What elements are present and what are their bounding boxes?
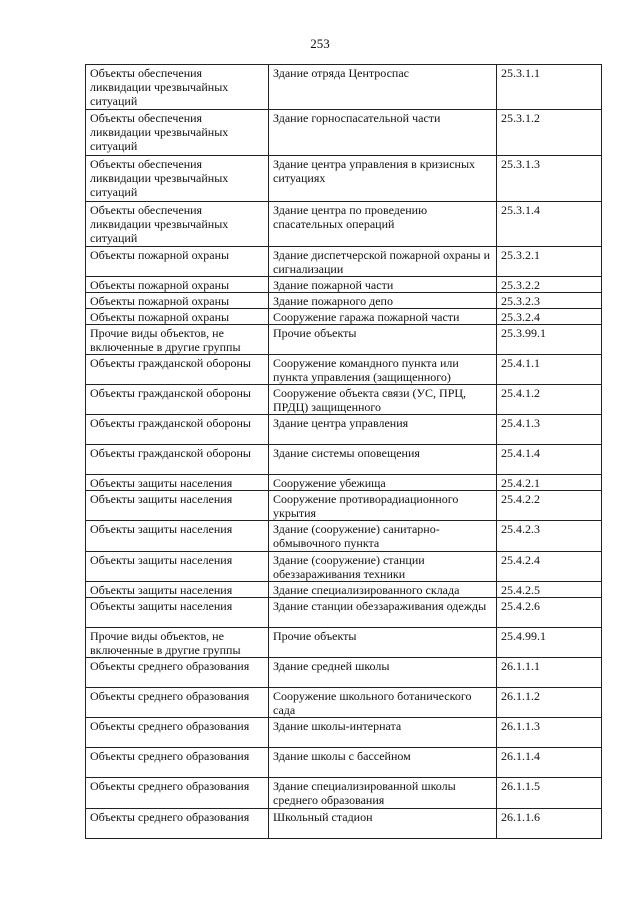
object-name-cell: Сооружение убежища <box>269 475 497 491</box>
object-category-cell: Объекты защиты населения <box>86 582 269 598</box>
object-name-cell: Прочие объекты <box>269 628 497 658</box>
object-name-cell: Сооружение школьного ботанического сада <box>269 688 497 718</box>
object-code-cell: 25.3.2.1 <box>497 247 602 277</box>
object-category-cell: Объекты среднего образования <box>86 718 269 748</box>
object-category-cell: Объекты обеспечения ликвидации чрезвычайных ситуаций <box>86 65 269 110</box>
object-category-cell: Объекты обеспечения ликвидации чрезвычайных ситуаций <box>86 202 269 247</box>
object-category-cell: Объекты среднего образования <box>86 688 269 718</box>
table-row <box>86 521 602 552</box>
object-category-cell: Объекты защиты населения <box>86 552 269 582</box>
table-row <box>86 598 602 628</box>
object-name-cell: Здание отряда Центроспас <box>269 65 497 110</box>
table-row <box>86 688 602 718</box>
table-row <box>86 293 602 309</box>
table-row <box>86 475 602 491</box>
object-category-cell: Объекты защиты населения <box>86 521 269 552</box>
object-category-cell: Объекты защиты населения <box>86 475 269 491</box>
object-code-cell: 25.3.2.3 <box>497 293 602 309</box>
table-row <box>86 658 602 688</box>
object-name-cell: Здание центра управления в кризисных ситуациях <box>269 156 497 202</box>
table-row <box>86 415 602 445</box>
object-code-cell: 25.4.2.5 <box>497 582 602 598</box>
object-name-cell: Сооружение противорадиационного укрытия <box>269 491 497 521</box>
table-row <box>86 65 602 110</box>
object-name-cell: Сооружение командного пункта или пункта управления (защищенного) <box>269 355 497 385</box>
object-code-cell: 25.3.1.4 <box>497 202 602 247</box>
object-name-cell: Здание станции обеззараживания одежды <box>269 598 497 628</box>
object-category-cell: Объекты среднего образования <box>86 658 269 688</box>
table-row <box>86 309 602 325</box>
object-code-cell: 25.4.2.4 <box>497 552 602 582</box>
object-classification-table <box>85 64 602 839</box>
object-name-cell: Сооружение гаража пожарной части <box>269 309 497 325</box>
object-code-cell: 26.1.1.5 <box>497 778 602 809</box>
object-category-cell: Объекты пожарной охраны <box>86 309 269 325</box>
table-row <box>86 277 602 293</box>
object-name-cell: Здание (сооружение) станции обеззараживания техники <box>269 552 497 582</box>
object-code-cell: 25.4.2.1 <box>497 475 602 491</box>
object-code-cell: 25.4.2.6 <box>497 598 602 628</box>
object-code-cell: 25.4.1.2 <box>497 385 602 415</box>
table-row <box>86 628 602 658</box>
object-name-cell: Сооружение объекта связи (УС, ПРЦ, ПРДЦ) защищенного <box>269 385 497 415</box>
object-code-cell: 25.3.99.1 <box>497 325 602 355</box>
object-code-cell: 25.3.1.1 <box>497 65 602 110</box>
object-code-cell: 25.4.99.1 <box>497 628 602 658</box>
table-row <box>86 110 602 156</box>
object-code-cell: 26.1.1.1 <box>497 658 602 688</box>
table-row <box>86 247 602 277</box>
object-code-cell: 26.1.1.2 <box>497 688 602 718</box>
object-category-cell: Объекты гражданской обороны <box>86 385 269 415</box>
object-code-cell: 25.4.2.2 <box>497 491 602 521</box>
object-name-cell: Здание пожарного депо <box>269 293 497 309</box>
object-name-cell: Школьный стадион <box>269 809 497 839</box>
object-code-cell: 25.4.1.4 <box>497 445 602 475</box>
object-category-cell: Объекты пожарной охраны <box>86 293 269 309</box>
object-name-cell: Здание центра по проведению спасательных операций <box>269 202 497 247</box>
object-code-cell: 26.1.1.6 <box>497 809 602 839</box>
object-name-cell: Здание специализированной школы среднего образования <box>269 778 497 809</box>
object-category-cell: Объекты гражданской обороны <box>86 355 269 385</box>
table-row <box>86 491 602 521</box>
object-category-cell: Объекты пожарной охраны <box>86 247 269 277</box>
object-code-cell: 26.1.1.3 <box>497 718 602 748</box>
object-name-cell: Прочие объекты <box>269 325 497 355</box>
table-row <box>86 778 602 809</box>
object-code-cell: 25.3.1.2 <box>497 110 602 156</box>
object-name-cell: Здание школы с бассейном <box>269 748 497 778</box>
object-category-cell: Объекты обеспечения ликвидации чрезвычайных ситуаций <box>86 156 269 202</box>
object-category-cell: Объекты среднего образования <box>86 748 269 778</box>
table-row <box>86 552 602 582</box>
object-category-cell: Прочие виды объектов, не включенные в другие группы <box>86 325 269 355</box>
object-code-cell: 26.1.1.4 <box>497 748 602 778</box>
object-code-cell: 25.3.1.3 <box>497 156 602 202</box>
page-number: 253 <box>310 36 330 51</box>
object-category-cell: Прочие виды объектов, не включенные в другие группы <box>86 628 269 658</box>
object-category-cell: Объекты защиты населения <box>86 491 269 521</box>
object-name-cell: Здание школы-интерната <box>269 718 497 748</box>
object-category-cell: Объекты гражданской обороны <box>86 415 269 445</box>
object-name-cell: Здание (сооружение) санитарно-обмывочного пункта <box>269 521 497 552</box>
table-row <box>86 445 602 475</box>
object-category-cell: Объекты среднего образования <box>86 778 269 809</box>
object-category-cell: Объекты среднего образования <box>86 809 269 839</box>
object-name-cell: Здание горноспасательной части <box>269 110 497 156</box>
table-row <box>86 156 602 202</box>
object-category-cell: Объекты пожарной охраны <box>86 277 269 293</box>
object-category-cell: Объекты защиты населения <box>86 598 269 628</box>
object-code-cell: 25.4.1.3 <box>497 415 602 445</box>
table-row <box>86 582 602 598</box>
object-code-cell: 25.3.2.2 <box>497 277 602 293</box>
table-row <box>86 325 602 355</box>
object-code-cell: 25.4.2.3 <box>497 521 602 552</box>
table-row <box>86 748 602 778</box>
object-category-cell: Объекты гражданской обороны <box>86 445 269 475</box>
object-name-cell: Здание диспетчерской пожарной охраны и сигнализации <box>269 247 497 277</box>
table-row <box>86 718 602 748</box>
object-name-cell: Здание центра управления <box>269 415 497 445</box>
object-name-cell: Здание системы оповещения <box>269 445 497 475</box>
object-name-cell: Здание пожарной части <box>269 277 497 293</box>
table-row <box>86 385 602 415</box>
table-row <box>86 809 602 839</box>
table-row <box>86 202 602 247</box>
object-code-cell: 25.4.1.1 <box>497 355 602 385</box>
object-name-cell: Здание средней школы <box>269 658 497 688</box>
object-category-cell: Объекты обеспечения ликвидации чрезвычайных ситуаций <box>86 110 269 156</box>
object-name-cell: Здание специализированного склада <box>269 582 497 598</box>
object-code-cell: 25.3.2.4 <box>497 309 602 325</box>
table-row <box>86 355 602 385</box>
